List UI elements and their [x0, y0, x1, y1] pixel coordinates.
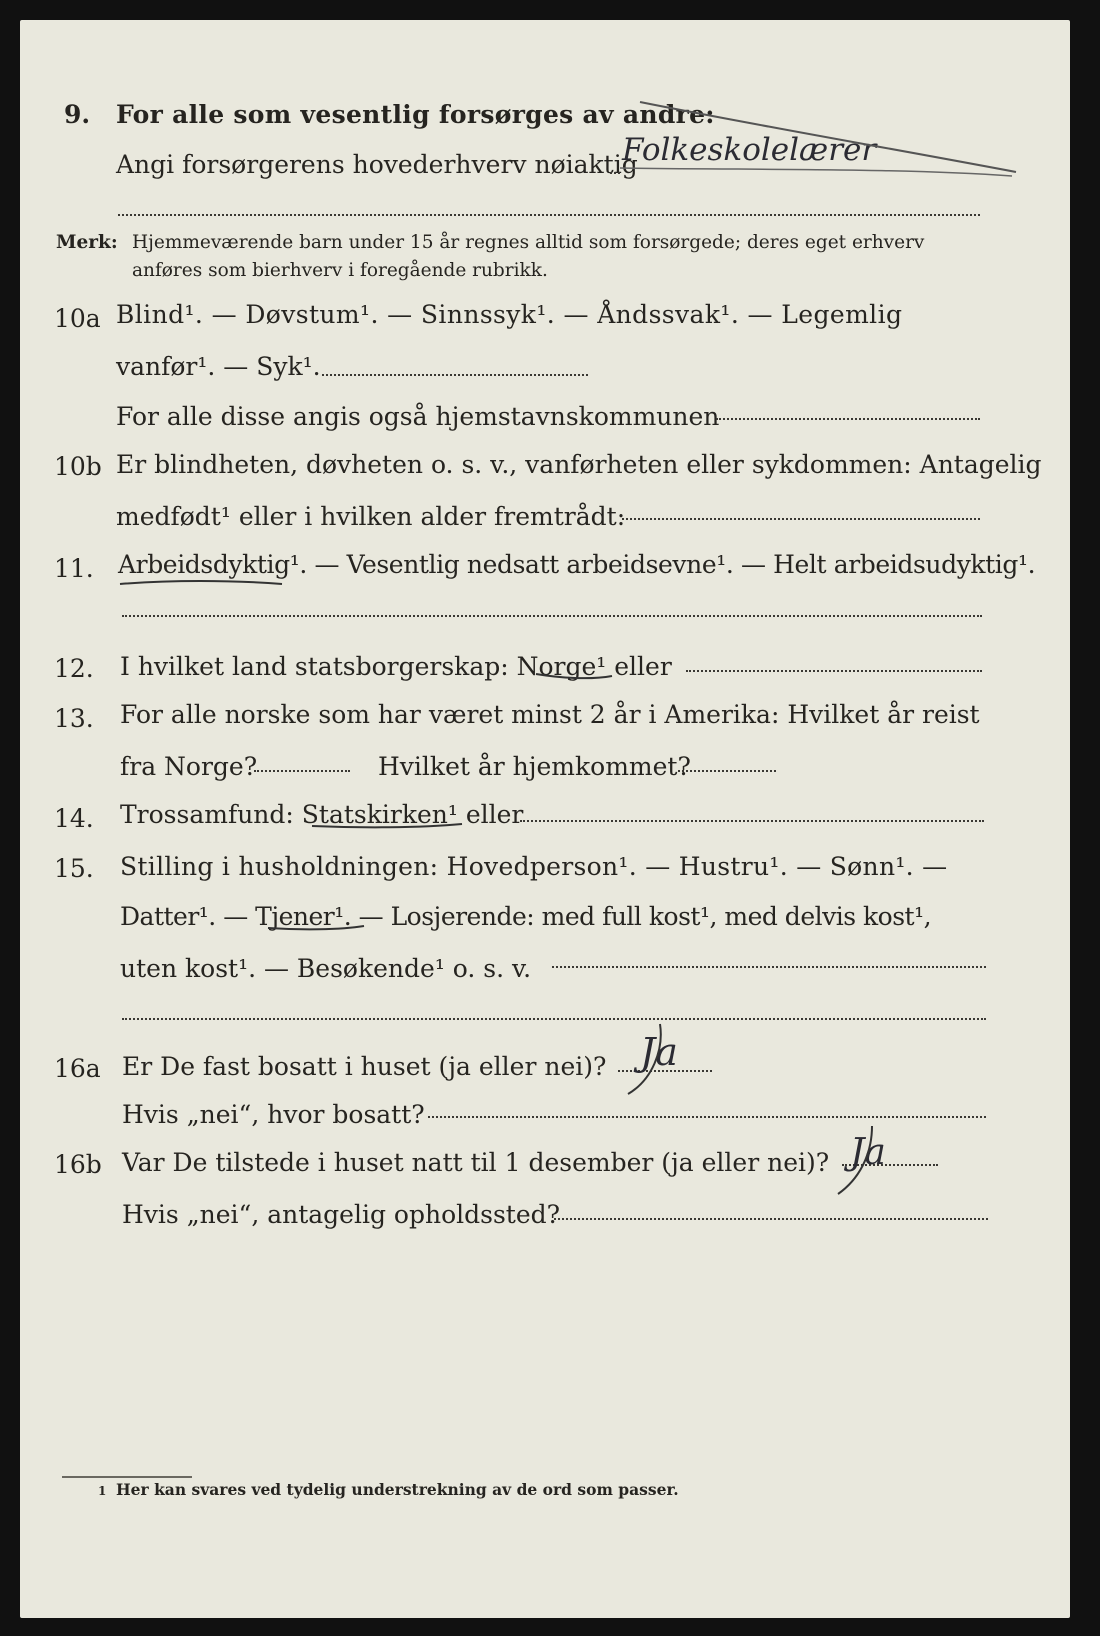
merk-label: Merk:: [56, 232, 118, 253]
q13-line2a: fra Norge?: [120, 752, 258, 781]
q9-answer-line: [610, 172, 620, 174]
q15-answer-line: [552, 966, 986, 968]
q15-line3: uten kost¹. — Besøkende¹ o. s. v.: [120, 954, 532, 983]
q9-line1: For alle som vesentlig forsørges av andre:: [116, 100, 715, 129]
q16b-number: 16b: [54, 1150, 102, 1179]
q14-answer-line: [520, 820, 984, 822]
q9-extra-line: [118, 214, 980, 216]
q14-number: 14.: [54, 804, 94, 833]
q15-line2: Datter¹. — Tjener¹. — Losjerende: med full kost¹, med delvis kost¹,: [120, 902, 932, 931]
q15-extra-line: [122, 1018, 986, 1020]
q10b-line2: medfødt¹ eller i hvilken alder fremtrådt:: [116, 502, 626, 531]
q16a-line1: Er De fast bosatt i huset (ja eller nei)?: [122, 1052, 607, 1081]
q16b-line1: Var De tilstede i huset natt til 1 desember (ja eller nei)?: [122, 1148, 830, 1177]
q11-line1: Arbeidsdyktig¹. — Vesentlig nedsatt arbeidsevne¹. — Helt arbeidsudyktig¹.: [118, 550, 1036, 579]
q10b-line1: Er blindheten, døvheten o. s. v., vanførheten eller sykdommen: Antagelig: [116, 450, 1042, 479]
q13-reist-line: [254, 770, 350, 772]
merk-line1: Hjemmeværende barn under 15 år regnes alltid som forsørgede; deres eget erhverv: [132, 232, 925, 253]
q16a-line2: Hvis „nei“, hvor bosatt?: [122, 1100, 425, 1129]
q16a-handwritten-answer: Ja: [640, 1030, 678, 1074]
q12-line1: I hvilket land statsborgerskap: Norge¹ eller: [120, 652, 672, 681]
footnote-mark: 1: [98, 1484, 107, 1498]
q16b-opholdssted-line: [554, 1218, 988, 1220]
q13-line2b: Hvilket år hjemkommet?: [378, 752, 691, 781]
q11-number: 11.: [54, 554, 94, 583]
q15-line1: Stilling i husholdningen: Hovedperson¹. — Hustru¹. — Sønn¹. —: [120, 852, 948, 881]
q10a-line3: For alle disse angis også hjemstavnskommunen: [116, 402, 720, 431]
q10b-number: 10b: [54, 452, 102, 481]
q10a-number: 10a: [54, 304, 101, 333]
q12-number: 12.: [54, 654, 94, 683]
q10a-line2: vanfør¹. — Syk¹.: [116, 352, 321, 381]
q9-line2: Angi forsørgerens hovederhverv nøiaktig: [116, 150, 638, 179]
q11-extra-line: [122, 615, 982, 617]
footnote-text: Her kan svares ved tydelig understrekning av de ord som passer.: [116, 1480, 679, 1499]
q10a-line1: Blind¹. — Døvstum¹. — Sinnssyk¹. — Åndssvak¹. — Legemlig: [116, 300, 903, 329]
q13-line1: For alle norske som har været minst 2 år i Amerika: Hvilket år reist: [120, 700, 980, 729]
footnote-rule: [62, 1476, 192, 1478]
q14-line1: Trossamfund: Statskirken¹ eller: [120, 800, 524, 829]
q13-hjemkommet-line: [678, 770, 776, 772]
q16a-bosatt-line: [428, 1116, 986, 1118]
q10b-answer-line: [622, 518, 980, 520]
q12-answer-line: [686, 670, 982, 672]
q9-number: 9.: [64, 100, 91, 129]
q9-handwritten-answer: Folkeskolelærer: [622, 132, 877, 168]
merk-line2: anføres som bierhverv i foregående rubrikk.: [132, 260, 548, 281]
q10a-answer-line: [322, 374, 588, 376]
q13-number: 13.: [54, 704, 94, 733]
q16a-number: 16a: [54, 1054, 101, 1083]
q16b-line2: Hvis „nei“, antagelig opholdssted?: [122, 1200, 561, 1229]
q16b-handwritten-answer: Ja: [850, 1132, 886, 1173]
q15-number: 15.: [54, 854, 94, 883]
q10a-kommune-line: [716, 418, 980, 420]
